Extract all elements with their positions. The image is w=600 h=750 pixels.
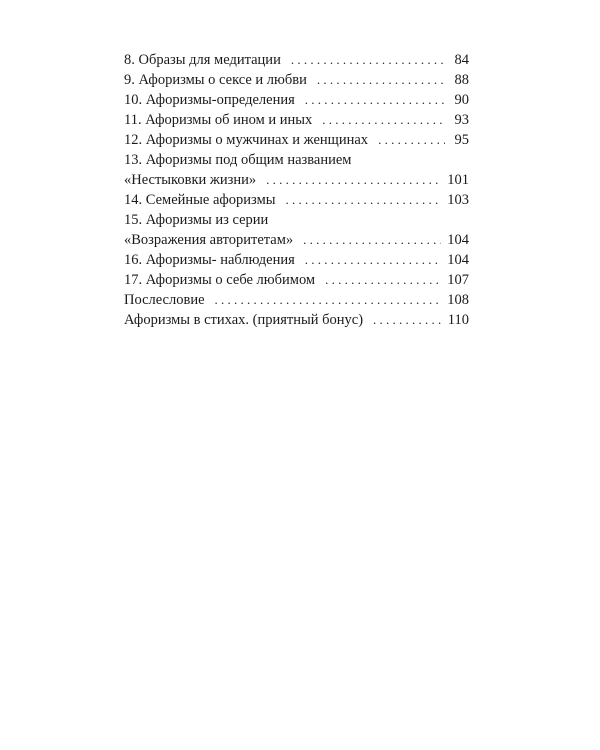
toc-entry-page: 103	[447, 192, 469, 208]
dot-leader	[378, 130, 445, 150]
dot-leader	[305, 90, 445, 110]
dot-leader	[325, 270, 441, 290]
toc-entry-title: «Возражения авторитетам»	[124, 232, 294, 248]
toc-entry-title: 8. Образы для медитации	[124, 52, 281, 68]
toc-entry-page: 93	[454, 112, 469, 128]
toc-entry-title: Послесловие	[124, 292, 205, 308]
dot-leader	[373, 310, 442, 330]
toc-entry-title: Афоризмы в стихах. (приятный бонус)	[124, 312, 364, 328]
dot-leader	[305, 250, 441, 270]
toc-entry-title: 9. Афоризмы о сексе и любви	[124, 72, 307, 88]
toc-entry-page: 104	[447, 232, 469, 248]
toc-entry-title: 16. Афоризмы- наблюдения	[124, 252, 295, 268]
toc-entry-title: 14. Семейные афоризмы	[124, 192, 276, 208]
toc-entry-page: 95	[454, 132, 469, 148]
toc-entry-title: «Нестыковки жизни»	[124, 172, 257, 188]
toc-entry	[124, 190, 469, 210]
toc-entry-title: 12. Афоризмы о мужчинах и женщинах	[124, 132, 369, 148]
dot-leader	[266, 170, 441, 190]
toc-entry-title-first-line: 13. Афоризмы под общим названием	[124, 152, 352, 168]
toc-entry-page: 90	[454, 92, 469, 108]
toc-entry	[124, 90, 469, 110]
toc-entry-title: 17. Афоризмы о себе любимом	[124, 272, 316, 288]
toc-entry-page: 107	[447, 272, 469, 288]
table-of-contents	[124, 50, 469, 330]
dot-leader	[291, 50, 445, 70]
toc-entry	[124, 250, 469, 270]
toc-entry-page: 110	[447, 312, 469, 328]
toc-entry	[124, 270, 469, 290]
toc-entry	[124, 130, 469, 150]
toc-entry-page: 108	[447, 292, 469, 308]
toc-entry-page: 88	[454, 72, 469, 88]
toc-entry-title: 10. Афоризмы-определения	[124, 92, 295, 108]
toc-entry	[124, 230, 469, 250]
toc-entry	[124, 310, 469, 330]
toc-entry-page: 101	[447, 172, 469, 188]
toc-entry	[124, 290, 469, 310]
dot-leader	[303, 230, 441, 250]
toc-entry	[124, 70, 469, 90]
toc-entry-title-first-line: 15. Афоризмы из серии	[124, 212, 269, 228]
dot-leader	[286, 190, 442, 210]
toc-entry-page: 84	[454, 52, 469, 68]
dot-leader	[317, 70, 445, 90]
toc-entry	[124, 110, 469, 130]
toc-entry	[124, 50, 469, 70]
toc-entry-title: 11. Афоризмы об ином и иных	[124, 112, 313, 128]
dot-leader	[215, 290, 442, 310]
toc-entry	[124, 170, 469, 190]
toc-entry-page: 104	[447, 252, 469, 268]
dot-leader	[322, 110, 445, 130]
